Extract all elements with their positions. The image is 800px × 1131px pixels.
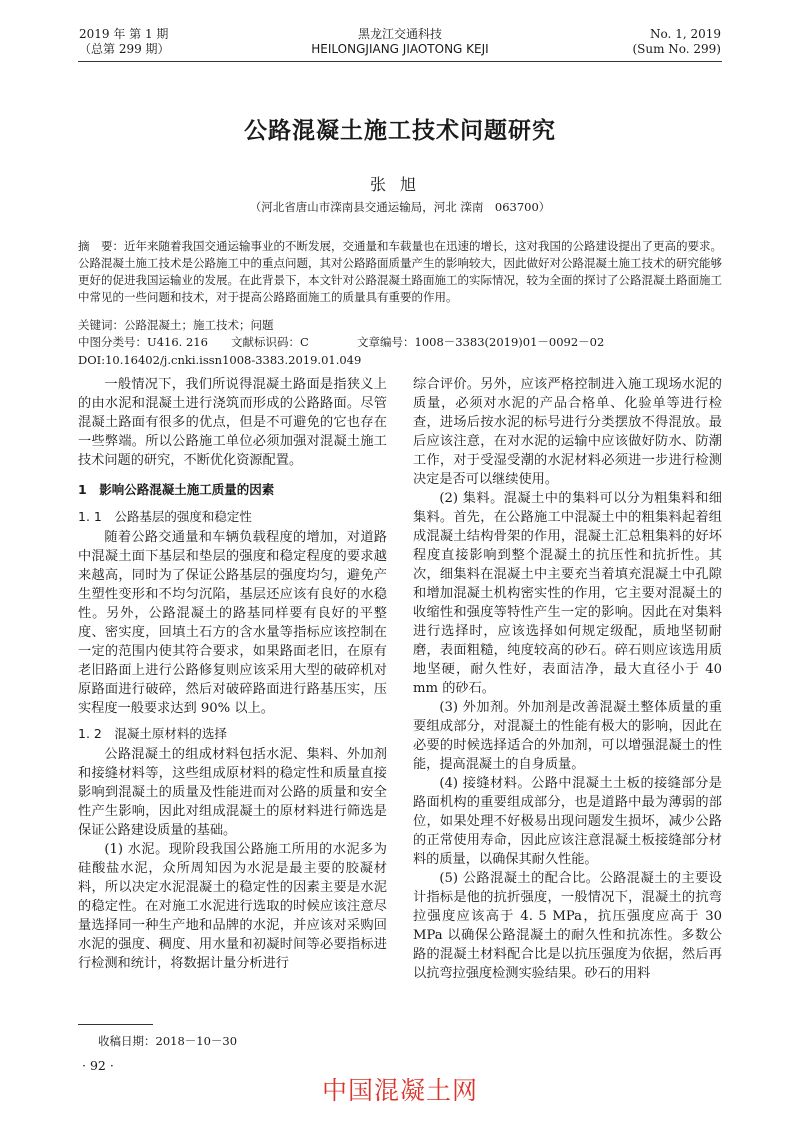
issue-year-number: 2019 年 第 1 期 — [79, 27, 169, 41]
intro-paragraph: 一般情况下，我们所说得混凝土路面是指狭义上的由水泥和混凝土进行浇筑而形成的公路路面。尽管混凝土路面有很多的优点，但是不可避免的它也存在一些弊端。所以公路施工单位必须加强对混凝土施工技术问题的研究，不断优化资源配置。 — [78, 377, 387, 468]
issue-sum-en: (Sum No. 299) — [632, 42, 721, 56]
abstract — [78, 238, 722, 306]
paragraph-mix-ratio: (5) 公路混凝土的配合比。公路混凝土的主要设计指标是他的抗折强度，一般情况下，混凝土的抗弯拉强度应该高于 4. 5 MPa，抗压强度应高于 30 MPa 以确保公路混凝土的耐久性和抗冻性。多数公路的混凝土材料配合比是以抗压强度为依据，然后再以抗弯拉强度检测实验结果。砂石的用料 — [413, 871, 722, 981]
journal-name-en: HEILONGJIANG JIAOTONG KEJI — [311, 42, 489, 56]
section-heading-1: 1 影响公路混凝土施工质量的因素 — [78, 482, 275, 497]
paragraph-raw-materials: 公路混凝土的组成材料包括水泥、集料、外加剂和接缝材料等，这些组成原材料的稳定性和质量直接影响到混凝土的质量及性能进而对公路的质量和安全性产生影响，因此对组成混凝土的原材料进行筛选是保证公路建设质量的基础。 — [78, 747, 387, 838]
body-column-left — [78, 375, 387, 973]
section-heading-1-2: 1. 2 混凝土原材料的选择 — [78, 726, 227, 741]
paragraph-cement: (1) 水泥。现阶段我国公路施工所用的水泥多为硅酸盐水泥，众所周知因为水泥是最主要的胶凝材料，所以决定水泥混凝土的稳定性的因素主要是水泥的稳定性。在对施工水泥进行选取的时候应该注意尽量选择同一种生产地和品牌的水泥，并应该对采购回水泥的强度、稠度、用水量和初凝时间等必要指标进行检测和统计，将数据计量分析进行 — [78, 842, 387, 971]
header-rule — [78, 61, 722, 62]
paragraph-joint-material: (4) 接缝材料。公路中混凝土土板的接缝部分是路面机构的重要组成部分，也是道路中最为薄弱的部位，如果处理不好极易出现问题发生损坏，减少公路的正常使用寿命，因此应该注意混凝土板接缝部分材料的质量，以确保其耐久性能。 — [413, 776, 722, 867]
paragraph-base-strength: 随着公路交通量和车辆负载程度的增加，对道路中混凝土面下基层和垫层的强度和稳定程度的要求越来越高，同时为了保证公路基层的强度均匀，避免产生塑性变形和不均匀沉陷，基层还应该有良好的水稳性。另外，公路混凝土的路基同样要有良好的平整度、密实度，回填土石方的含水量等指标应该控制在一定的范围内使其符合要求，如果路面老旧，在原有老旧路面上进行公路修复则应该采用大型的破碎机对原路面进行破碎，然后对破碎路面进行路基压实，压实程度一般要求达到 90% 以上。 — [78, 530, 387, 716]
author-affiliation: （河北省唐山市滦南县交通运输局，河北 滦南 063700） — [249, 200, 551, 214]
page-number: · 92 · — [82, 1058, 114, 1073]
journal-name-cn: 黑龙江交通科技 — [357, 27, 442, 41]
watermark: 中国混凝土网 — [321, 1076, 478, 1105]
keywords: 关键词：公路混凝土；施工技术；问题 — [78, 318, 274, 332]
paragraph-aggregate: (2) 集料。混凝土中的集料可以分为粗集料和细集料。首先，在公路施工中混凝土中的粗集料起着组成混凝土结构骨架的作用，混凝土汇总粗集料的好坏程度直接影响到整个混凝土的抗压性和抗折性。其次，细集料在混凝土中主要充当着填充混凝土中孔隙和增加混凝土机构密实性的作用，它主要对混凝土的收缩性和强度等特性产生一定的影响。因此在对集料进行选择时，应该选择如何规定级配，质地坚韧耐磨，表面粗糙，纯度较高的砂石。碎石则应该选用质地坚硬，耐久性好，表面洁净，最大直径小于 40 mm 的砂石。 — [413, 491, 722, 696]
issue-number-en: No. 1, 2019 — [650, 27, 721, 41]
abstract-text: 近年来随着我国交通运输事业的不断发展，交通量和车载量也在迅速的增长，这对我国的公路建设提出了更高的要求。公路混凝土施工技术是公路施工中的重点问题，其对公路路面质量产生的影响较大，因此做好对公路混凝土施工技术的研究能够更好的促进我国运输业的发展。在此背景下，本文针对公路混凝土路面施工的实际情况，较为全面的探讨了公路混凝土路面施工中常见的一些问题和技术，对于提高公路路面施工的质量具有重要的作用。 — [78, 239, 722, 304]
paragraph-cement-continued: 综合评价。另外，应该严格控制进入施工现场水泥的质量，必须对水泥的产品合格单、化验单等进行检查，进场后按水泥的标号进行分类摆放不得混放。最后应该注意，在对水泥的运输中应该做好防水、防潮工作，对于受湿受潮的水泥材料必须进一步进行检测决定是否可以继续使用。 — [413, 377, 722, 487]
article-title: 公路混凝土施工技术问题研究 — [244, 118, 556, 144]
footnote-rule — [78, 1024, 153, 1025]
body-column-right — [413, 375, 722, 983]
doi: DOI:10.16402/j.cnki.issn1008-3383.2019.01.049 — [78, 353, 362, 367]
paragraph-admixture: (3) 外加剂。外加剂是改善混凝土整体质量的重要组成部分，对混凝土的性能有极大的影响，因此在必要的时候选择适合的外加剂，可以增强混凝土的性能，提高混凝土的自身质量。 — [413, 700, 722, 772]
article-number: 文章编号：1008－3383(2019)01－0092－02 — [357, 335, 605, 349]
document-code: 文献标识码：C — [231, 335, 309, 349]
article-author: 张旭 — [369, 175, 430, 194]
issue-total: （总第 299 期） — [79, 42, 170, 56]
abstract-label: 摘 要： — [78, 239, 124, 253]
received-date: 收稿日期：2018－10－30 — [98, 1034, 238, 1048]
section-heading-1-1: 1. 1 公路基层的强度和稳定性 — [78, 509, 252, 524]
issue-info-en — [632, 27, 721, 57]
classification-number: 中图分类号：U416. 216 — [78, 335, 208, 349]
